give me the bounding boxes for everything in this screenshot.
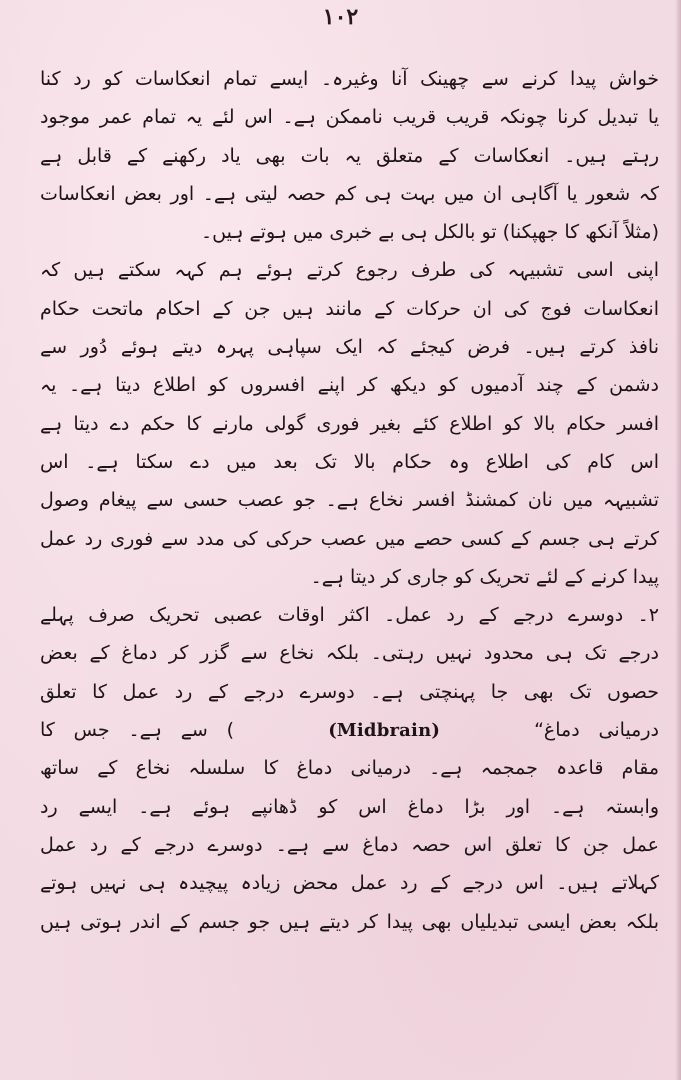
text-line-15: ۲۔ دوسرے درجے کے رد عمل۔ اکثر اوقات عصبی تحریک صرف پہلے	[40, 604, 659, 627]
text-line-21: عمل جن کا تعلق اس حصہ دماغ سے ہے۔ دوسرے درجے کے رد عمل	[40, 833, 659, 856]
text-line-16: درجے تک ہی محدود نہیں رہتی۔ بلکہ نخاع سے گزر کر دماغ کے بعض	[40, 642, 659, 665]
text-line-7: انعکاسات فوج کی ان حرکات کے مانند ہیں جن کے احکام ماتحت حکام	[40, 297, 659, 320]
page-edge-shadow	[675, 0, 681, 1080]
text-line-14: پیدا کرنے کے لئے تحریک کو جاری کر دیتا ہے۔	[310, 565, 659, 588]
text-line-19: مقام قاعدہ جمجمہ ہے۔ درمیانی دماغ کا سلسلہ نخاع کے ساتھ	[40, 757, 659, 780]
text-line-20: وابستہ ہے۔ اور بڑا دماغ اس کو ڈھانپے ہوئے ہے۔ ایسے رد	[40, 795, 659, 818]
text-line-17: حصوں تک بھی جا پہنچتی ہے۔ دوسرے درجے کے رد عمل کا تعلق	[40, 680, 659, 703]
text-line-18	[40, 711, 659, 749]
text-line-11: اس کام کی اطلاع وہ حکام بالا تک بعد میں دے سکتا ہے۔ اس	[40, 450, 659, 473]
text-line-6: اپنی اسی تشبیہہ کی طرف رجوع کرتے ہوئے ہم کہہ سکتے ہیں کہ	[40, 259, 659, 282]
midbrain-english-term: (Midbrain)	[328, 720, 440, 742]
text-line-22: کہلاتے ہیں۔ اس درجے کے رد عمل محض زیادہ پیچیدہ ہی نہیں ہوتے	[40, 872, 659, 895]
text-line-3: رہتے ہیں۔ انعکاسات کے متعلق یہ بات بھی یاد رکھنے کے قابل ہے	[40, 144, 659, 167]
text-line-8: نافذ کرتے ہیں۔ فرض کیجئے کہ ایک سپاہی پہرہ دیتے ہوئے دُور سے	[40, 336, 659, 359]
text-line-10: افسر حکام بالا کو اطلاع کئے بغیر فوری گولی مارنے کا حکم دے دیتا ہے	[40, 412, 659, 435]
text-line-23: بلکہ بعض ایسی تبدیلیاں بھی پیدا کر دیتے ہیں جو جسم کے اندر ہوتی ہیں	[40, 910, 659, 933]
text-line-5: (مثلاً آنکھ کا جھپکنا) تو بالکل ہی بے خبری میں ہوتے ہیں۔	[201, 221, 659, 244]
text-line-12: تشبیہہ میں نان کمشنڈ افسر نخاع ہے۔ جو عصب حسی سے پیغام وصول	[40, 489, 659, 512]
text-line-9: دشمن کے چند آدمیوں کو دیکھ کر اپنے افسروں کو اطلاع دیتا ہے۔ یہ	[40, 374, 659, 397]
midbrain-urdu-term: درمیانی دماغ“	[534, 719, 659, 742]
body-text	[40, 60, 659, 941]
text-line-1: خواش پیدا کرنے سے چھینک آنا وغیرہ۔ ایسے تمام انعکاسات کو رد کنا	[40, 68, 659, 90]
text-line-2: یا تبدیل کرنا چونکہ قریب قریب ناممکن ہے۔ اس لئے یہ تمام عمر موجود	[40, 106, 659, 129]
text-line-4: کہ شعور یا آگاہی ان میں بہت ہی کم حصہ لیتی ہے۔ اور بعض انعکاسات	[40, 182, 659, 205]
midbrain-line-continuation: ) سے ہے۔ جس کا	[40, 719, 235, 742]
page-number: ۱۰۲	[322, 4, 359, 30]
text-line-13: کرتے ہی جسم کے کسی حصے میں عصب حرکی کی مدد سے فوری رد عمل	[40, 527, 659, 550]
